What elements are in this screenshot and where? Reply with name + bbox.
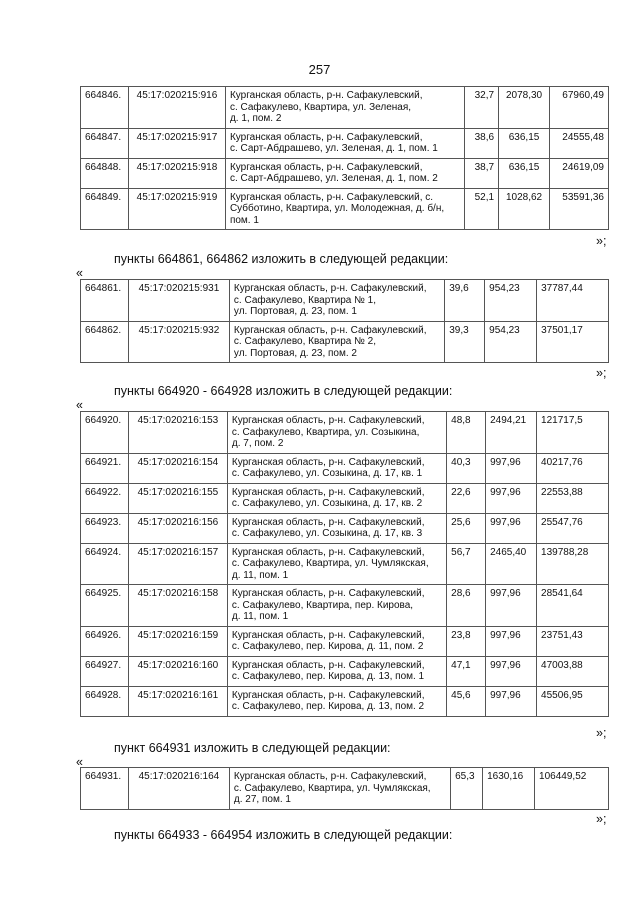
table-1-body (81, 87, 609, 230)
total-value-cell: 25547,76 (537, 513, 609, 543)
address-line: Курганская область, р-н. Сафакулевский, (233, 283, 427, 294)
total-value-cell: 23751,43 (537, 626, 609, 656)
address-line: Курганская область, р-н. Сафакулевский, (231, 415, 425, 426)
table-4 (80, 767, 609, 810)
table-row (81, 768, 609, 810)
close-quote-4: »; (596, 812, 607, 826)
row-number-cell: 664846. (81, 87, 129, 129)
address-line: ул. Портовая, д. 23, пом. 2 (233, 347, 357, 359)
table-row (81, 280, 609, 322)
address-line: с. Сарт-Абдрашево, ул. Зеленая, д. 1, пом. 1 (229, 143, 438, 154)
page-number: 257 (308, 62, 331, 77)
cadastral-number-cell: 45:17:020216:159 (128, 626, 227, 656)
table-row (81, 87, 609, 129)
row-number-cell: 664923. (81, 513, 129, 543)
unit-value-cell: 1630,16 (483, 768, 535, 810)
address-line: Курганская область, р-н. Сафакулевский, (229, 90, 423, 101)
row-number-cell: 664922. (81, 483, 129, 513)
total-value-cell: 22553,88 (537, 483, 609, 513)
address-line: с. Сарт-Абдрашево, ул. Зеленая, д. 1, пом. 2 (229, 173, 438, 184)
unit-value-cell: 997,96 (486, 585, 537, 627)
address-line: Курганская область, р-н. Сафакулевский, (231, 456, 425, 468)
unit-value-cell: 997,96 (486, 483, 537, 513)
address-line: Курганская область, р-н. Сафакулевский, (231, 546, 425, 558)
table-row (81, 453, 609, 483)
row-number-cell: 664924. (81, 543, 129, 585)
paragraph-2: пункты 664920 - 664928 изложить в следующей редакции: (114, 384, 453, 398)
cadastral-number-cell: 45:17:020216:157 (128, 543, 227, 585)
cadastral-number-cell: 45:17:020216:161 (128, 686, 227, 716)
row-number-cell: 664849. (81, 188, 129, 230)
area-cell: 38,7 (465, 158, 499, 188)
table-row (81, 128, 609, 158)
address-line: с. Сафакулево, Квартира, ул. Созыкина, (231, 426, 420, 438)
cadastral-number-cell: 45:17:020215:916 (128, 87, 225, 129)
area-cell: 28,6 (447, 585, 486, 627)
area-cell: 39,3 (445, 321, 485, 363)
cadastral-number-cell: 45:17:020216:156 (128, 513, 227, 543)
address-line: д. 11, пом. 1 (231, 611, 289, 622)
table-row (81, 626, 609, 656)
table-row (81, 412, 609, 454)
row-number-cell: 664861. (81, 280, 129, 322)
row-number-cell: 664925. (81, 585, 129, 627)
cadastral-number-cell: 45:17:020216:158 (128, 585, 227, 627)
address-line: с. Сафакулево, пер. Кирова, д. 13, пом. 1 (231, 671, 425, 682)
address-cell (229, 280, 444, 322)
area-cell: 65,3 (451, 768, 483, 810)
total-value-cell: 24555,48 (550, 128, 609, 158)
unit-value-cell: 954,23 (485, 321, 537, 363)
area-cell: 45,6 (447, 686, 486, 716)
total-value-cell: 53591,36 (550, 188, 609, 230)
unit-value-cell: 997,96 (486, 686, 537, 716)
unit-value-cell: 997,96 (486, 453, 537, 483)
address-line: Курганская область, р-н. Сафакулевский, (233, 324, 427, 336)
cadastral-number-cell: 45:17:020216:160 (128, 656, 227, 686)
address-cell (227, 585, 446, 627)
area-cell: 39,6 (445, 280, 485, 322)
paragraph-1: пункты 664861, 664862 изложить в следующей редакции: (114, 252, 449, 266)
total-value-cell: 28541,64 (537, 585, 609, 627)
row-number-cell: 664862. (81, 321, 129, 363)
unit-value-cell: 997,96 (486, 626, 537, 656)
area-cell: 48,8 (447, 412, 486, 454)
row-number-cell: 664931. (81, 768, 129, 810)
open-quote-1: « (76, 266, 83, 280)
total-value-cell: 139788,28 (537, 543, 609, 585)
row-number-cell: 664926. (81, 626, 129, 656)
total-value-cell: 37501,17 (537, 321, 609, 363)
close-quote-3: »; (596, 726, 607, 740)
address-line: с. Сафакулево, Квартира, пер. Кирова, (231, 599, 414, 611)
address-line: с. Сафакулево, Квартира, ул. Зеленая, (229, 101, 412, 113)
table-row (81, 188, 609, 230)
row-number-cell: 664927. (81, 656, 129, 686)
address-line: с. Сафакулево, ул. Созыкина, д. 17, кв. 2 (231, 498, 423, 509)
address-cell (227, 453, 446, 483)
row-number-cell: 664920. (81, 412, 129, 454)
paragraph-3: пункт 664931 изложить в следующей редакции: (114, 741, 391, 755)
address-line: с. Сафакулево, ул. Созыкина, д. 17, кв. 3 (231, 528, 423, 539)
unit-value-cell: 2465,40 (486, 543, 537, 585)
table-4-body (81, 768, 609, 810)
address-line: с. Сафакулево, пер. Кирова, д. 13, пом. 2 (231, 701, 425, 712)
cadastral-number-cell: 45:17:020215:932 (128, 321, 229, 363)
cadastral-number-cell: 45:17:020216:153 (128, 412, 227, 454)
address-line: д. 11, пом. 1 (231, 569, 289, 581)
cadastral-number-cell: 45:17:020216:154 (128, 453, 227, 483)
area-cell: 25,6 (447, 513, 486, 543)
address-line: Субботино, Квартира, ул. Молодежная, д. б/н, (229, 203, 445, 214)
address-cell (225, 188, 464, 230)
table-row (81, 656, 609, 686)
open-quote-3: « (76, 755, 83, 769)
address-line: с. Сафакулево, пер. Кирова, д. 11, пом. 2 (231, 641, 424, 652)
row-number-cell: 664847. (81, 128, 129, 158)
area-cell: 56,7 (447, 543, 486, 585)
table-row (81, 543, 609, 585)
address-line: пом. 1 (229, 214, 259, 226)
cadastral-number-cell: 45:17:020215:931 (128, 280, 229, 322)
area-cell: 22,6 (447, 483, 486, 513)
table-3-body (81, 412, 609, 717)
cadastral-number-cell: 45:17:020215:918 (128, 158, 225, 188)
address-line: с. Сафакулево, Квартира № 2, (233, 336, 376, 347)
area-cell: 47,1 (447, 656, 486, 686)
table-1 (80, 86, 609, 230)
total-value-cell: 45506,95 (537, 686, 609, 716)
address-cell (225, 128, 464, 158)
table-2-body (81, 280, 609, 363)
unit-value-cell: 2078,30 (499, 87, 550, 129)
area-cell: 40,3 (447, 453, 486, 483)
address-cell (227, 686, 446, 716)
total-value-cell: 67960,49 (550, 87, 609, 129)
area-cell: 52,1 (465, 188, 499, 230)
area-cell: 38,6 (465, 128, 499, 158)
address-cell (227, 626, 446, 656)
address-line: Курганская область, р-н. Сафакулевский, (231, 486, 425, 498)
table-row (81, 686, 609, 716)
unit-value-cell: 997,96 (486, 656, 537, 686)
address-cell (227, 513, 446, 543)
table-row (81, 158, 609, 188)
address-cell (229, 321, 444, 363)
unit-value-cell: 2494,21 (486, 412, 537, 454)
unit-value-cell: 997,96 (486, 513, 537, 543)
table-row (81, 483, 609, 513)
unit-value-cell: 636,15 (499, 128, 550, 158)
address-line: с. Сафакулево, Квартира, ул. Чумлякская, (231, 558, 429, 569)
address-line: с. Сафакулево, Квартира, ул. Чумлякская, (233, 782, 431, 794)
total-value-cell: 24619,09 (550, 158, 609, 188)
address-line: Курганская область, р-н. Сафакулевский, (233, 771, 427, 782)
row-number-cell: 664921. (81, 453, 129, 483)
area-cell: 23,8 (447, 626, 486, 656)
address-cell (227, 543, 446, 585)
address-line: Курганская область, р-н. Сафакулевский, (231, 629, 425, 641)
row-number-cell: 664848. (81, 158, 129, 188)
total-value-cell: 106449,52 (535, 768, 609, 810)
row-number-cell: 664928. (81, 686, 129, 716)
paragraph-4: пункты 664933 - 664954 изложить в следующей редакции: (114, 828, 453, 842)
total-value-cell: 37787,44 (537, 280, 609, 322)
address-line: д. 1, пом. 2 (229, 113, 282, 124)
address-line: Курганская область, р-н. Сафакулевский, (231, 588, 425, 599)
address-line: Курганская область, р-н. Сафакулевский, (231, 659, 425, 671)
table-3 (80, 411, 609, 717)
address-line: Курганская область, р-н. Сафакулевский, (229, 161, 423, 173)
open-quote-2: « (76, 398, 83, 412)
unit-value-cell: 1028,62 (499, 188, 550, 230)
address-line: ул. Портовая, д. 23, пом. 1 (233, 306, 357, 317)
unit-value-cell: 954,23 (485, 280, 537, 322)
cadastral-number-cell: 45:17:020216:155 (128, 483, 227, 513)
address-line: Курганская область, р-н. Сафакулевский, (229, 131, 423, 143)
address-line: Курганская область, р-н. Сафакулевский, с. (229, 191, 434, 203)
area-cell: 32,7 (465, 87, 499, 129)
address-line: д. 27, пом. 1 (233, 794, 291, 805)
total-value-cell: 121717,5 (537, 412, 609, 454)
address-cell (225, 158, 464, 188)
address-cell (229, 768, 450, 810)
table-row (81, 585, 609, 627)
close-quote-1: »; (596, 234, 607, 248)
address-cell (227, 412, 446, 454)
cadastral-number-cell: 45:17:020215:919 (128, 188, 225, 230)
address-line: Курганская область, р-н. Сафакулевский, (231, 689, 425, 701)
total-value-cell: 47003,88 (537, 656, 609, 686)
address-line: с. Сафакулево, Квартира № 1, (233, 294, 376, 306)
table-row (81, 513, 609, 543)
address-line: с. Сафакулево, ул. Созыкина, д. 17, кв. 1 (231, 468, 423, 479)
unit-value-cell: 636,15 (499, 158, 550, 188)
total-value-cell: 40217,76 (537, 453, 609, 483)
address-cell (227, 656, 446, 686)
cadastral-number-cell: 45:17:020215:917 (128, 128, 225, 158)
address-cell (225, 87, 464, 129)
table-row (81, 321, 609, 363)
address-line: Курганская область, р-н. Сафакулевский, (231, 516, 425, 528)
address-cell (227, 483, 446, 513)
close-quote-2: »; (596, 366, 607, 380)
address-line: д. 7, пом. 2 (231, 438, 284, 449)
cadastral-number-cell: 45:17:020216:164 (128, 768, 229, 810)
table-2 (80, 279, 609, 363)
